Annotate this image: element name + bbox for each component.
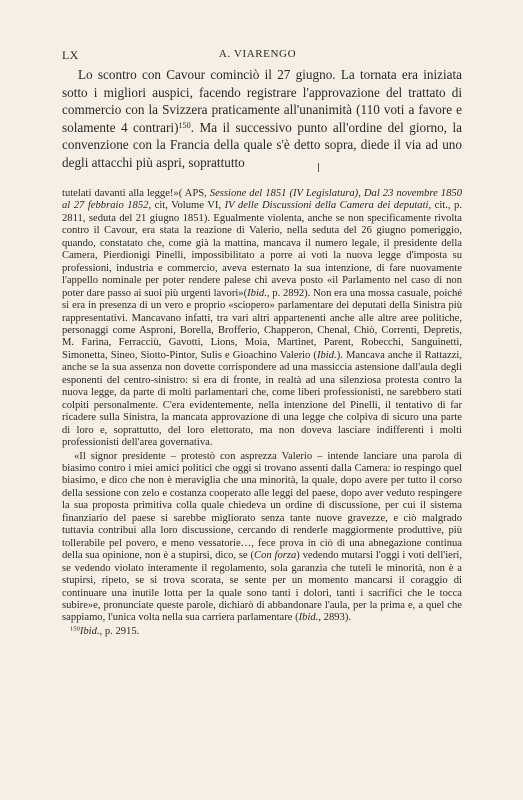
- footnotes-block: [62, 188, 462, 638]
- note-text: cit, Volume VI,: [151, 200, 225, 212]
- note-text: tutelati davanti alla legge!»( APS,: [62, 188, 210, 199]
- quote-text: «Il signor presidente – protestò con asprezza Valerio – intende lanciare una parola di biasimo contro i miei amici politici che oggi si trovano assenti dalla Camera: io respingo quel biasimo, e dico che non è meraviglia che una minorità, la quale, dopo avere per tutto il corso della sessione con zelo e costanza cooperato alle leggi del paese, dopo aver veduto respingere la sua proposta primitiva colla quale chiedeva un ordine di discussione, per cui il sistema finanziario del paese si sarebbe migliorato senza tante nuove gravezze, e ciò malgrado tuttavia contribuì alla loro discussione, cercando di renderle maggiormente produttive, più tollerabile pel povero, e meno vessatorie…, fece prova in ciò di una abnegazione continua della sua opinione, non è a stupirsi, dico, se (: [62, 450, 462, 562]
- note-italic: Ibid.,: [247, 287, 270, 299]
- note-text: p. 2892). Non era una mossa casuale, poiché si era in presenza di un vero e proprio «sciopero» parlamentare dei deputati della Sinistra più rappresentativi. Mancavano infatti, tra vari altri appartenenti anche alle altre aree politiche, personaggi come Asproni, Borella, Brofferio, Chapperon, Chenal, Chiò, Correnti, Depretis, M. Farina, Ferracciù, Gavotti, Lions, Moia, Martinet, Parent, Robecchi, Sanguinetti, Simonetta, Sineo, Siotto-Pintor, Sulis e Gioachino Valerio (: [62, 287, 462, 361]
- paper-smudge: [210, 160, 222, 168]
- footnote-150: [62, 626, 462, 638]
- footnote-italic: Ibid.,: [79, 625, 103, 637]
- note-italic: IV delle Discussioni della Camera dei deputati,: [224, 200, 432, 212]
- main-text: Lo scontro con Cavour cominciò il 27 giugno. La tornata era iniziata sotto i migliori auspici, facendo registrare l'approvazione del trattato di commercio con la Svizzera praticamente all'unanimità (110 voti a favore e solamente 4 contrari): [62, 67, 462, 135]
- note-italic: Sessione del 1851 (IV Legislatura), Dal 23 novembre 1850 al 27 febbraio 1852,: [62, 188, 462, 212]
- valerio-quote: [62, 451, 462, 625]
- page-header: [62, 48, 453, 63]
- note-italic: Ibid.: [316, 349, 337, 361]
- quote-italic: Ibid.,: [298, 612, 321, 624]
- main-paragraph: [62, 66, 462, 172]
- quote-text: 2893).: [321, 612, 352, 624]
- main-text-continued: . Ma il successivo punto all'ordine del giorno, la convenzione con la Francia della quale s'è detto sopra, diede il via ad uno degli attacchi più aspri, soprattutto: [62, 119, 462, 170]
- running-head: A. VIARENGO: [218, 48, 297, 60]
- quote-text: ) vedendo mutarsi l'oggi i voti dell'ieri, se vedendo violato interamente il regolamento, sola garanzia che tuteli le minorità, non è a stupirsi, ripeto, se si trova scorata, se sente per un momento mancarsi il coraggio di continuare una inutile lotta per la quale sono tanti i dolori, tanti i sacrifici che le tocca subire»e, pronunciate queste parole, dichiarò di abbandonare l'aula, per la prima e, a quel che sappiamo, l'unica volta nella sua carriera parlamentare (: [62, 550, 462, 624]
- quote-italic: Con forza: [254, 550, 297, 562]
- note-text: cit., p. 2811, seduta del 21 giugno 1851). Egualmente violenta, anche se non specificamente rivolta contro il Cavour, era stata la reazione di Valerio, nella seduta del 26 giugno pomeriggio, quando, constatato che, come già la mattina, mancava il numero legale, il presidente della Camera, Pierdionigi Pinelli, impossibilitato a porre ai voti la nuova legge d'imposta su professioni, industria e commercio, aveva esternato la sua intenzione, di fare nuovamente l'appello nominale per poter rendere palese chi aveva posto «il Parlamento nel caso di non poter dare passo ai suoi più urgenti lavori»(: [62, 200, 462, 299]
- footnote-number: 150: [70, 625, 80, 633]
- footnote-ref-150: 150: [178, 120, 191, 130]
- footnote-149-continued: [62, 188, 462, 450]
- margin-mark: [318, 163, 319, 172]
- note-text: ). Mancava anche il Rattazzi, anche se la sua assenza non dovette corrispondere ad una massiccia astensione dall'aula degli esponenti del centro-sinistro: si era di fronte, in realtà ad una silenziosa protesta contro la nuova legge, da parte di molti parlamentari che, come liberi professionisti, ne sarebbero stati colpiti personalmente. C'era evidentemente, nella intenzione del Pinelli, il tentativo di far ricadere sulla Sinistra, la mancata approvazione di una legge che colpiva di sicuro una parte di loro e, soprattutto, del loro elettorato, ma non doveva lasciare indifferenti i molti professionisti dell'area governativa.: [62, 349, 462, 449]
- page-number: LX: [62, 48, 79, 62]
- footnote-text: p. 2915.: [102, 625, 140, 637]
